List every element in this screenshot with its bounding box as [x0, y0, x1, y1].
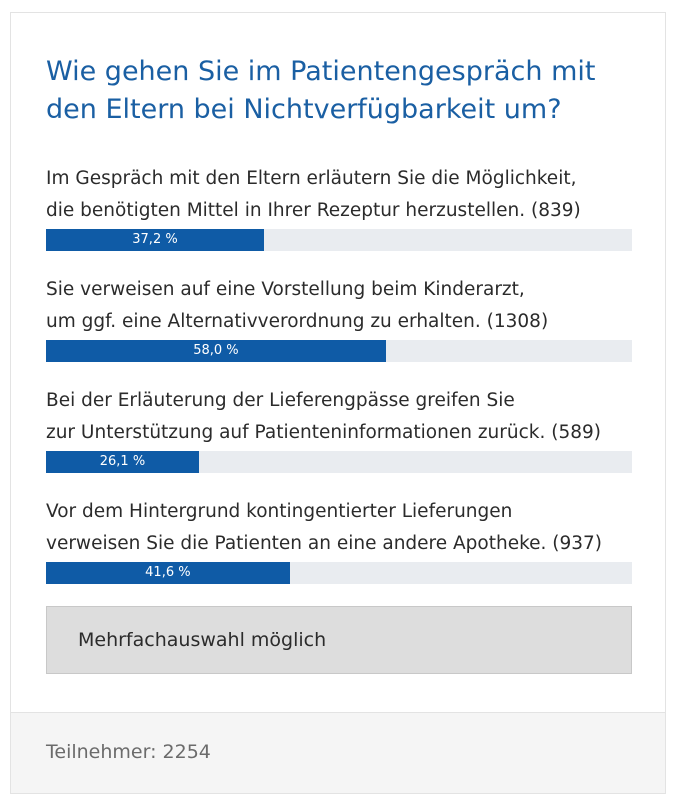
result-percent: 26,1 % [99, 454, 146, 469]
result-percent: 58,0 % [193, 343, 239, 358]
option-label-line1: Im Gespräch mit den Eltern erläutern Sie die Möglichkeit, [46, 168, 577, 189]
option-label-line2: verweisen Sie die Patienten an eine andere Apotheke. (937) [46, 533, 603, 554]
result-percent: 41,6 % [145, 565, 191, 580]
option-label-line2: die benötigten Mittel in Ihrer Rezeptur herzustellen. (839) [46, 200, 581, 221]
result-bar-track [46, 340, 632, 362]
result-bar-track [46, 229, 632, 251]
result-bar-track [46, 562, 632, 584]
poll-option-3 [46, 385, 632, 473]
option-label-line1: Vor dem Hintergrund kontingentierter Lieferungen [46, 501, 513, 522]
poll-option-4 [46, 496, 632, 584]
result-bar-fill [46, 451, 199, 473]
poll-question: Wie gehen Sie im Patientengespräch mit den Eltern bei Nichtverfügbarkeit um? [46, 56, 596, 125]
option-label-line1: Bei der Erläuterung der Lieferengpässe greifen Sie [46, 390, 515, 411]
poll-option-2 [46, 274, 632, 362]
result-bar-fill [46, 562, 290, 584]
participant-count: Teilnehmer: 2254 [46, 741, 211, 763]
option-label-line2: um ggf. eine Alternativverordnung zu erhalten. (1308) [46, 311, 549, 332]
result-bar-fill [46, 229, 264, 251]
multi-select-note: Mehrfachauswahl möglich [46, 606, 632, 674]
poll-option-1 [46, 163, 632, 251]
option-label-line2: zur Unterstützung auf Patienteninformationen zurück. (589) [46, 422, 601, 443]
result-bar-fill [46, 340, 386, 362]
result-percent: 37,2 % [132, 232, 178, 247]
poll-card [10, 12, 666, 794]
poll-footer [11, 712, 665, 793]
option-label-line1: Sie verweisen auf eine Vorstellung beim Kinderarzt, [46, 279, 525, 300]
result-bar-track [46, 451, 632, 473]
